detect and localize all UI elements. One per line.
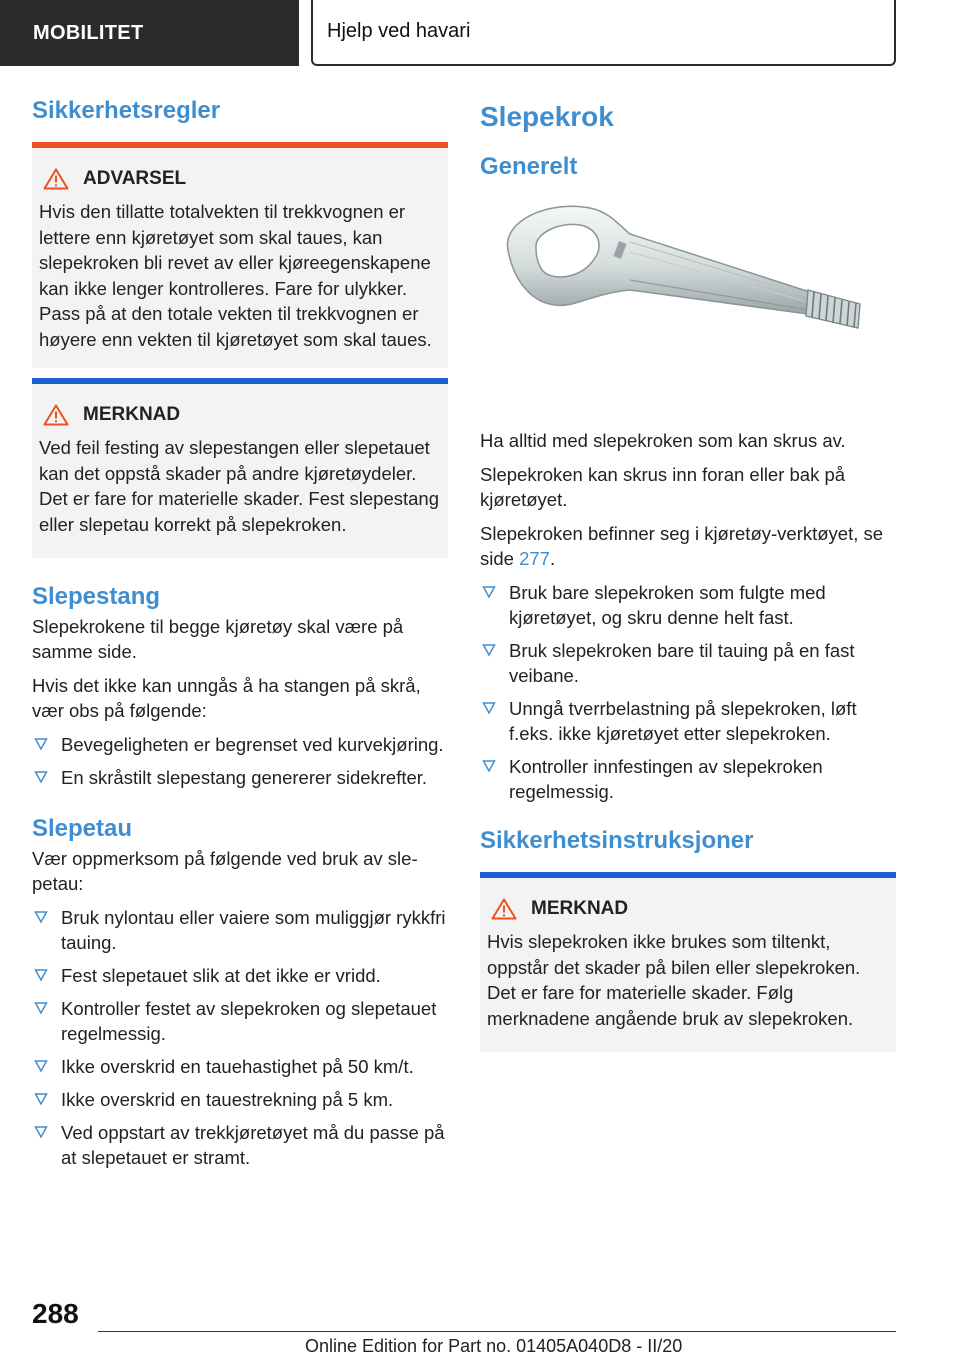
bullet-triangle-icon [34,1001,48,1015]
tow-hook-illustration [480,192,896,412]
bullet-triangle-icon [482,585,496,599]
list-item: Kontroller festet av slepekroken og slepetauet regelmessig. [32,996,448,1046]
rope-list [32,905,448,1170]
warning-box [32,142,448,368]
chapter-tab: Hjelp ved havari [311,0,896,66]
list-item: Ikke overskrid en tauehastighet på 50 km/t. [32,1054,448,1079]
bullet-triangle-icon [34,1092,48,1106]
bullet-triangle-icon [34,1125,48,1139]
towbar-paragraph-2: Hvis det ikke kan unngås å ha stangen på skrå, vær obs på følgende: [32,675,421,721]
bullet-triangle-icon [34,910,48,924]
bullet-triangle-icon [482,643,496,657]
list-item: Kontroller innfestingen av slepekroken regelmessig. [480,754,896,804]
list-item: En skråstilt slepestang genererer sidekrefter. [32,765,448,790]
safety-rules-heading: Sikkerhetsregler [32,97,221,124]
list-item: Fest slepetauet slik at det ikke er vridd. [32,963,448,988]
page-number: 288 [32,1298,79,1329]
bullet-triangle-icon [34,968,48,982]
right-column [480,96,896,1052]
safety-instructions-heading: Sikkerhetsinstruksjoner [480,827,754,854]
rope-heading: Slepetau [32,815,133,842]
note-text: Ved feil festing av slepestangen eller slepetauet kan det oppstå skader på andre kjøretøydeler. Det er fare for materielle skader. Fest slepestang eller slepetau korrekt på slepekroken. [39,437,439,535]
bullet-triangle-icon [34,770,48,784]
caution-triangle-icon [491,898,517,920]
warning-text: Hvis den tillatte totalvekten til trekkvognen er lettere enn kjøretøyet som skal taues, kan slepekroken bli revet av eller kjøreegenskapene kan ikke lenger kontrolleres. Fare for ulykker. Pass på at den totale vekten til trekkvognen er høyere enn vekten til kjøretøyet som skal taues. [39,201,432,350]
tow-hook-list [480,580,896,804]
towbar-list [32,732,448,790]
page-reference-link[interactable]: 277 [519,548,550,569]
edition-text: Online Edition for Part no. 01405A040D8 - II/20 [305,1336,683,1356]
left-column [32,96,448,1178]
list-item: Bruk slepekroken bare til tauing på en fast veibane. [480,638,896,688]
rope-paragraph: Vær oppmerksom på følgende ved bruk av slepetau: [32,848,418,894]
list-item: Ved oppstart av trekkjøretøyet må du passe på at slepetauet er stramt. [32,1120,448,1170]
general-paragraph-3: Slepekroken befinner seg i kjøretøy-verktøyet, se side 277. [480,523,884,569]
hook-note-box [480,872,896,1052]
general-paragraph-1: Ha alltid med slepekroken som kan skrus av. [480,430,846,451]
bullet-triangle-icon [34,737,48,751]
towbar-paragraph-1: Slepekrokene til begge kjøretøy skal være på samme side. [32,616,404,662]
list-item: Bevegeligheten er begrenset ved kurvekjøring. [32,732,448,757]
general-paragraph-2: Slepekroken kan skrus inn foran eller bak på kjøretøyet. [480,464,846,510]
list-item: Unngå tverrbelastning på slepekroken, løft f.eks. ikke kjøretøyet etter slepekroken. [480,696,896,746]
bullet-triangle-icon [482,759,496,773]
caution-triangle-icon [43,404,69,426]
hook-note-title: MERKNAD [487,896,889,921]
warning-triangle-icon [43,168,69,190]
list-item: Bruk nylontau eller vaiere som muliggjør rykkfri tauing. [32,905,448,955]
hook-note-text: Hvis slepekroken ikke brukes som tiltenkt, oppstår det skader på bilen eller slepekroken. Det er fare for materielle skader. Følg merknadene angående bruk av slepekroken. [487,931,861,1029]
note-box [32,378,448,558]
page-header [0,0,960,66]
towbar-heading: Slepestang [32,583,161,610]
list-item: Bruk bare slepekroken som fulgte med kjøretøyet, og skru denne helt fast. [480,580,896,630]
bullet-triangle-icon [34,1059,48,1073]
note-title: MERKNAD [39,402,441,427]
tow-hook-image [480,192,896,412]
list-item: Ikke overskrid en tauestrekning på 5 km. [32,1087,448,1112]
bullet-triangle-icon [482,701,496,715]
footer-divider [98,1331,896,1332]
tow-hook-heading: Slepekrok [480,101,614,132]
section-tab: MOBILITET [0,0,299,66]
general-heading: Generelt [480,153,578,180]
warning-title: ADVARSEL [39,166,441,191]
